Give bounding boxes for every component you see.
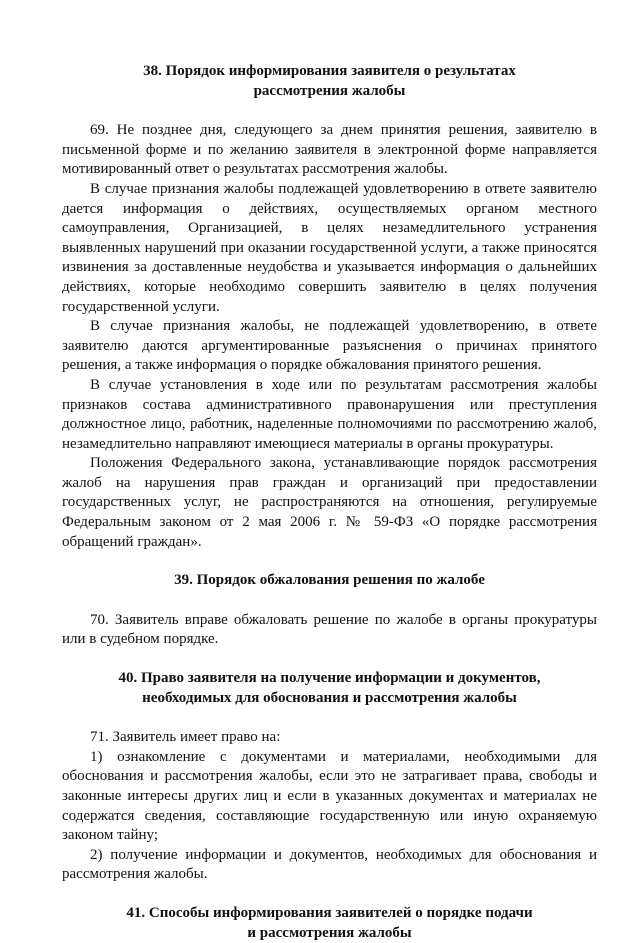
heading-line: необходимых для обоснования и рассмотрения жалобы: [142, 689, 517, 706]
section-heading-40: [62, 669, 597, 708]
paragraph: 70. Заявитель вправе обжаловать решение по жалобе в органы прокуратуры или в судебном порядке.: [62, 611, 597, 648]
paragraph: В случае признания жалобы, не подлежащей удовлетворению, в ответе заявителю даются аргументированные разъяснения о причинах принятого решения, а также информация о порядке обжалования принятого решения.: [62, 318, 597, 374]
heading-line: и рассмотрения жалобы: [247, 924, 412, 941]
section-heading-41: [62, 904, 597, 943]
heading-line: 38. Порядок информирования заявителя о результатах: [143, 63, 516, 79]
paragraph: В случае признания жалобы подлежащей удовлетворению в ответе заявителю дается информация о действиях, осуществляемых органом местного самоуправления, Организацией, в целях незамедлительного устранения выявленных нарушений при оказании государственной услуги, а также приносятся извинения за доставленные неудобства и указывается информация о дальнейших действиях, которые необходимо совершить заявителю в целях получения государственной услуги.: [62, 180, 597, 315]
paragraph: 2) получение информации и документов, необходимых для обоснования и рассмотрения жалобы.: [62, 846, 597, 883]
document-page: [62, 62, 597, 943]
paragraph: 71. Заявитель имеет право на:: [90, 729, 281, 746]
paragraph: 1) ознакомление с документами и материалами, необходимыми для обоснования и рассмотрения жалобы, если это не затрагивает права, свободы и законные интересы других лиц и если в указанных документах и материалах не содержатся сведения, составляющие государственную или иную охраняемую законом тайну;: [62, 748, 597, 844]
paragraph: 69. Не позднее дня, следующего за днем принятия решения, заявителю в письменной форме и по желанию заявителя в электронной форме направляется мотивированный ответ о результатах рассмотрения жалобы.: [62, 122, 597, 178]
paragraph: Положения Федерального закона, устанавливающие порядок рассмотрения жалоб на нарушения прав граждан и организаций при предоставлении государственных услуг, не распространяются на отношения, регулируемые Федеральным законом от 2 мая 2006 г. № 59-ФЗ «О порядке рассмотрения обращений граждан».: [62, 455, 597, 550]
section-heading-38: [62, 62, 597, 101]
section-heading-39: [62, 571, 597, 591]
heading-line: 40. Право заявителя на получение информации и документов,: [118, 670, 541, 687]
heading-line: 39. Порядок обжалования решения по жалобе: [174, 572, 485, 589]
heading-line: рассмотрения жалобы: [253, 82, 406, 99]
paragraph: В случае установления в ходе или по результатам рассмотрения жалобы признаков состава административного правонарушения или преступления должностное лицо, работник, наделенные полномочиями по рассмотрению жалоб, незамедлительно направляют имеющиеся материалы в органы прокуратуры.: [62, 376, 597, 452]
heading-line: 41. Способы информирования заявителей о порядке подачи: [126, 904, 533, 921]
